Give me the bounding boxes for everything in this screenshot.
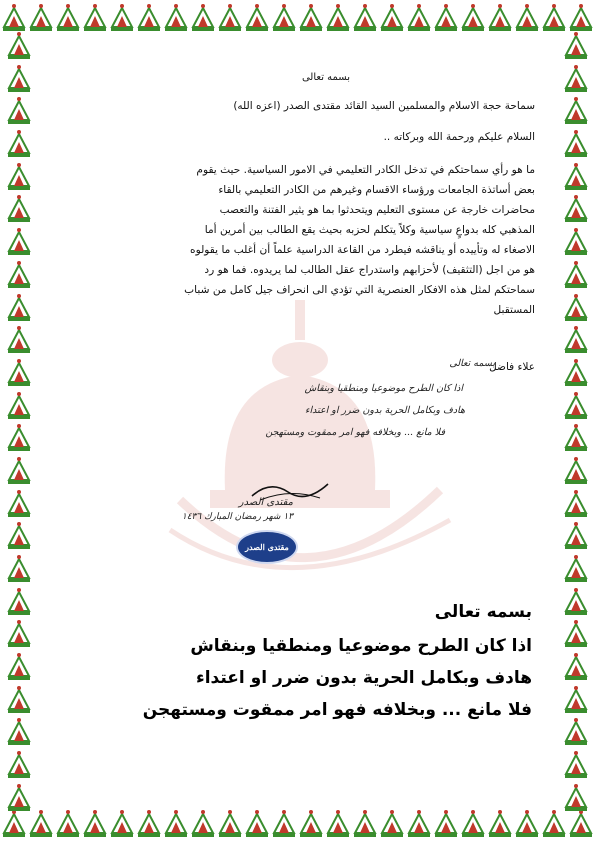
- border-ornament: [564, 259, 588, 289]
- border-ornament: [2, 2, 26, 32]
- border-ornament: [515, 808, 539, 838]
- border-ornament: [83, 2, 107, 32]
- border-ornament: [137, 808, 161, 838]
- border-ornament: [488, 808, 512, 838]
- border-ornament: [564, 684, 588, 714]
- border-ornament: [488, 2, 512, 32]
- border-ornament: [7, 95, 31, 125]
- border-ornament: [542, 2, 566, 32]
- border-ornament: [7, 259, 31, 289]
- border-ornament: [407, 808, 431, 838]
- border-ornament: [245, 2, 269, 32]
- page-border-top: [0, 2, 595, 36]
- border-ornament: [7, 586, 31, 616]
- seal-text: مقتدى الصدر: [245, 542, 289, 552]
- page-border-bottom: [0, 808, 595, 842]
- border-ornament: [29, 2, 53, 32]
- border-ornament: [434, 2, 458, 32]
- border-ornament: [137, 2, 161, 32]
- border-ornament: [564, 782, 588, 812]
- border-ornament: [380, 808, 404, 838]
- border-ornament: [191, 2, 215, 32]
- border-ornament: [434, 808, 458, 838]
- border-ornament: [7, 618, 31, 648]
- typed-reply-line: بسمه تعالى: [434, 602, 532, 622]
- page-border-right: [561, 30, 591, 812]
- border-ornament: [461, 808, 485, 838]
- border-ornament: [7, 357, 31, 387]
- border-ornament: [56, 808, 80, 838]
- border-ornament: [564, 63, 588, 93]
- border-ornament: [407, 2, 431, 32]
- letter-greeting: السلام عليكم ورحمة الله وبركاته ..: [383, 131, 535, 143]
- border-ornament: [542, 808, 566, 838]
- border-ornament: [7, 749, 31, 779]
- office-seal: [236, 530, 298, 564]
- border-ornament: [564, 30, 588, 60]
- border-ornament: [7, 520, 31, 550]
- border-ornament: [564, 324, 588, 354]
- border-ornament: [564, 128, 588, 158]
- letter-body-line: الاصغاء له وتأييده أو يناقشه فيطرد من القاعة الدراسية علماً أن أغلب ما يقولوه: [190, 244, 535, 256]
- border-ornament: [564, 716, 588, 746]
- border-ornament: [2, 808, 26, 838]
- border-ornament: [380, 2, 404, 32]
- border-ornament: [564, 749, 588, 779]
- border-ornament: [564, 292, 588, 322]
- letter-body: [62, 160, 535, 320]
- border-ornament: [564, 455, 588, 485]
- letter-basmala: بسمه تعالى: [301, 72, 350, 83]
- border-ornament: [110, 808, 134, 838]
- shrine-dome-watermark: [140, 290, 470, 610]
- handwritten-line: بسمه تعالى: [449, 358, 495, 369]
- border-ornament: [564, 488, 588, 518]
- letter-body-line: المذهبي كله بدواعٍ سياسية وكلاً يتكلم لحزبه بحيث يقع الطالب بين أمرين أما: [204, 224, 535, 236]
- border-ornament: [7, 651, 31, 681]
- border-ornament: [569, 808, 593, 838]
- border-ornament: [564, 193, 588, 223]
- typed-reply-line: هادف وبكامل الحرية بدون ضرر او اعتداء: [196, 668, 532, 688]
- letter-body-line: محاضرات خارجة عن مستوى التعليم ويتحدثوا بما هو يثير الفتنة والتعصب: [219, 204, 535, 216]
- border-ornament: [110, 2, 134, 32]
- border-ornament: [7, 684, 31, 714]
- border-ornament: [7, 553, 31, 583]
- border-ornament: [7, 193, 31, 223]
- letter-body-line: هو من اجل (التثقيف) لأحزابهم واستدراج عقل الطالب لما يريدوه. فما هو رد: [204, 264, 535, 276]
- border-ornament: [191, 808, 215, 838]
- border-ornament: [564, 161, 588, 191]
- border-ornament: [7, 488, 31, 518]
- letter-sender: علاء فاضل: [489, 361, 535, 373]
- border-ornament: [7, 782, 31, 812]
- border-ornament: [326, 808, 350, 838]
- letter-body-line: المستقبل: [493, 304, 535, 316]
- border-ornament: [272, 808, 296, 838]
- border-ornament: [564, 95, 588, 125]
- border-ornament: [564, 651, 588, 681]
- letter-body-line: بعض أساتذة الجامعات ورؤساء الاقسام وغيرهم من الكادر التعليمي بالقاء: [218, 184, 535, 196]
- border-ornament: [569, 2, 593, 32]
- border-ornament: [7, 716, 31, 746]
- letter-body-line: ما هو رأي سماحتكم في تدخل الكادر التعليمي في الامور السياسية. حيث يقوم: [196, 164, 535, 176]
- border-ornament: [564, 357, 588, 387]
- border-ornament: [564, 520, 588, 550]
- border-ornament: [7, 63, 31, 93]
- handwritten-line: فلا مانع ... وبخلافه فهو امر ممقوت ومستهجن: [265, 427, 445, 438]
- border-ornament: [7, 226, 31, 256]
- border-ornament: [164, 808, 188, 838]
- border-ornament: [564, 586, 588, 616]
- typed-reply-line: اذا كان الطرح موضوعيا ومنطقيا وبنقاش: [190, 636, 532, 656]
- border-ornament: [56, 2, 80, 32]
- border-ornament: [218, 808, 242, 838]
- border-ornament: [7, 422, 31, 452]
- typed-reply-line: فلا مانع ... وبخلافه فهو امر ممقوت ومستهجن: [142, 700, 532, 720]
- signature-date: ١٣ شهر رمضان المبارك ١٤٣٦: [181, 512, 293, 522]
- border-ornament: [7, 455, 31, 485]
- border-ornament: [564, 390, 588, 420]
- handwritten-line: هادف وبكامل الحرية بدون ضرر او اعتداء: [305, 405, 465, 416]
- signature-name: مقتدى الصدر: [238, 497, 293, 508]
- border-ornament: [353, 808, 377, 838]
- letter-addressee: سماحة حجة الاسلام والمسلمين السيد القائد مقتدى الصدر (اعزه الله): [233, 100, 535, 112]
- letter-body-line: سماحتكم لمثل هذه الافكار العنصرية التي تؤدي الى انحراف جيل كامل من شباب: [184, 284, 535, 296]
- border-ornament: [564, 422, 588, 452]
- border-ornament: [564, 618, 588, 648]
- border-ornament: [326, 2, 350, 32]
- border-ornament: [218, 2, 242, 32]
- border-ornament: [353, 2, 377, 32]
- border-ornament: [7, 324, 31, 354]
- border-ornament: [7, 390, 31, 420]
- border-ornament: [461, 2, 485, 32]
- border-ornament: [272, 2, 296, 32]
- border-ornament: [7, 30, 31, 60]
- border-ornament: [7, 128, 31, 158]
- border-ornament: [164, 2, 188, 32]
- border-ornament: [564, 553, 588, 583]
- border-ornament: [7, 161, 31, 191]
- border-ornament: [7, 292, 31, 322]
- border-ornament: [299, 2, 323, 32]
- handwritten-line: اذا كان الطرح موضوعيا ومنطقيا وبنقاش: [304, 383, 463, 394]
- page-border-left: [4, 30, 34, 812]
- border-ornament: [564, 226, 588, 256]
- border-ornament: [515, 2, 539, 32]
- border-ornament: [83, 808, 107, 838]
- border-ornament: [299, 808, 323, 838]
- border-ornament: [245, 808, 269, 838]
- border-ornament: [29, 808, 53, 838]
